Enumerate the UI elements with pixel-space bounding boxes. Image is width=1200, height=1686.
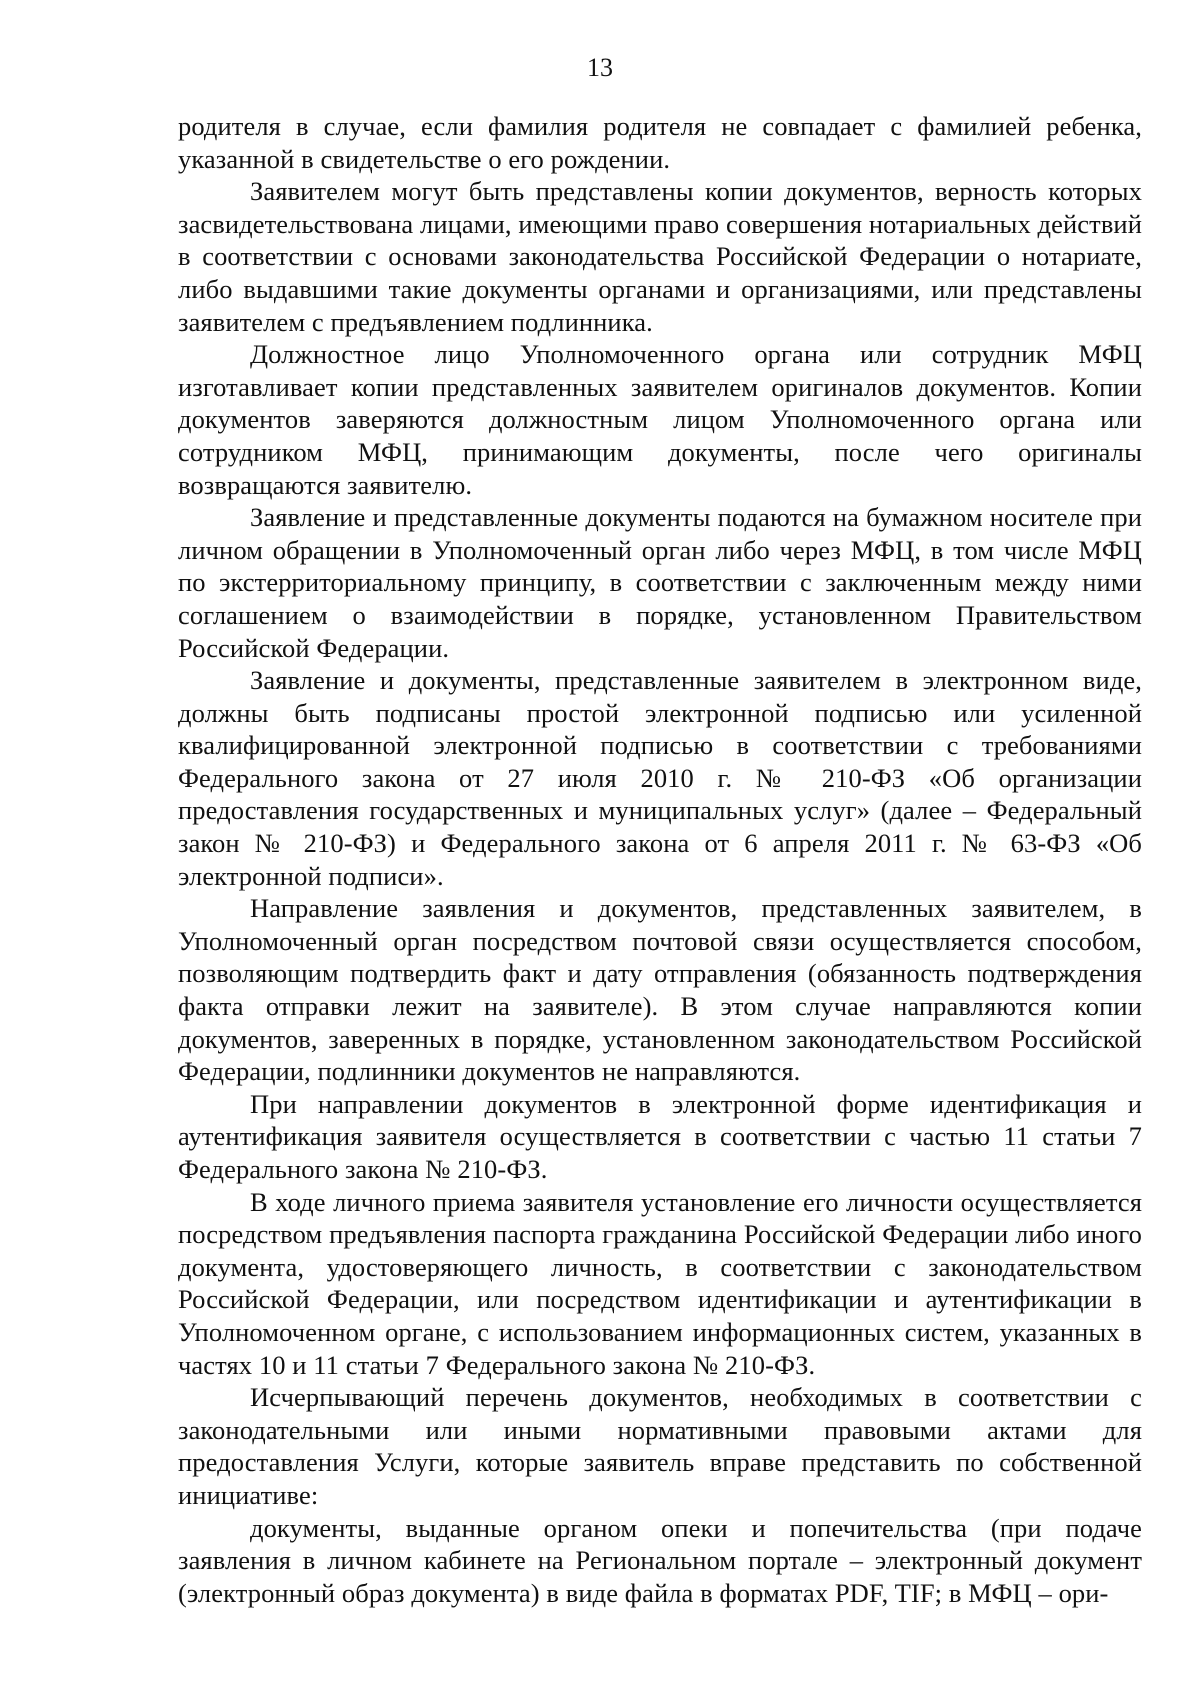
paragraph-guardianship-documents: документы, выданные органом опеки и попечительства (при подаче заявления в личном кабинете на Региональном портале – электронный документ (электронный образ документа) в виде файла в форматах PDF, TIF; в МФЦ – ори-	[178, 1512, 1142, 1608]
paragraph-electronic-signature: Заявление и документы, представленные заявителем в электронном виде, должны быть подписаны простой электронной подписью или усиленной квалифицированной электронной подписью в соответствии с требованиями Федерального закона от 27 июля 2010 г. № 210-ФЗ «Об организации предоставления государственных и муниципальных услуг» (далее – Федеральный закон № 210-ФЗ) и Федерального закона от 6 апреля 2011 г. № 63-ФЗ «Об электронной подписи».	[178, 665, 1142, 891]
paragraph-certified-copies: Заявителем могут быть представлены копии документов, верность которых засвидетельствована лицами, имеющими право совершения нотариальных действий в соответствии с основами законодательства Российской Федерации о нотариате, либо выдавшими такие документы органами и организациями, или представлены заявителем с предъявлением подлинника.	[178, 176, 1142, 337]
paragraph-parent-surname: родителя в случае, если фамилия родителя не совпадает с фамилией ребенка, указанной в свидетельстве о его рождении.	[178, 111, 1142, 174]
page-number: 13	[587, 53, 613, 82]
document-body	[178, 110, 1142, 1609]
paragraph-paper-submission: Заявление и представленные документы подаются на бумажном носителе при личном обращении в Уполномоченный орган либо через МФЦ, в том числе МФЦ по экстерриториальному принципу, в соответствии с заключенным между ними соглашением о взаимодействии в порядке, установленном Правительством Российской Федерации.	[178, 502, 1142, 663]
paragraph-exhaustive-list: Исчерпывающий перечень документов, необходимых в соответствии с законодательными или иными нормативными правовыми актами для предоставления Услуги, которые заявитель вправе представить по собственной инициативе:	[178, 1382, 1142, 1510]
paragraph-postal-submission: Направление заявления и документов, представленных заявителем, в Уполномоченный орган посредством почтовой связи осуществляется способом, позволяющим подтвердить факт и дату отправления (обязанность подтверждения факта отправки лежит на заявителе). В этом случае направляются копии документов, заверенных в порядке, установленном законодательством Российской Федерации, подлинники документов не направляются.	[178, 893, 1142, 1087]
paragraph-electronic-identification: При направлении документов в электронной форме идентификация и аутентификация заявителя осуществляется в соответствии с частью 11 статьи 7 Федерального закона № 210-ФЗ.	[178, 1088, 1142, 1184]
paragraph-personal-reception: В ходе личного приема заявителя установление его личности осуществляется посредством предъявления паспорта гражданина Российской Федерации либо иного документа, удостоверяющего личность, в соответствии с законодательством Российской Федерации, или посредством идентификации и аутентификации в Уполномоченном органе, с использованием информационных систем, указанных в частях 10 и 11 статьи 7 Федерального закона № 210-ФЗ.	[178, 1186, 1142, 1380]
paragraph-copies-by-official: Должностное лицо Уполномоченного органа или сотрудник МФЦ изготавливает копии представленных заявителем оригиналов документов. Копии документов заверяются должностным лицом Уполномоченного органа или сотрудником МФЦ, принимающим документы, после чего оригиналы возвращаются заявителю.	[178, 339, 1142, 500]
